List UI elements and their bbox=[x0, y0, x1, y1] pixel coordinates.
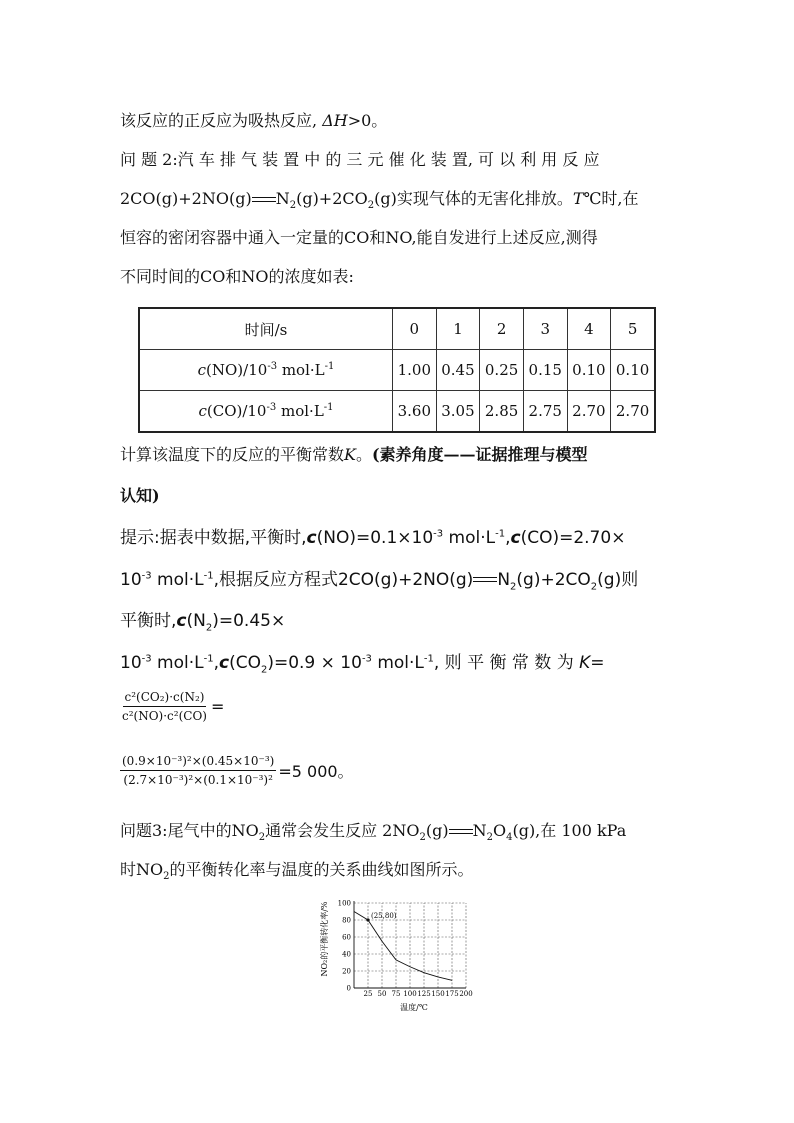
sub: 2 bbox=[289, 200, 297, 212]
equilibrium-arrow bbox=[473, 575, 497, 585]
q2-line2 bbox=[120, 188, 675, 210]
x-tick-label: 125 bbox=[417, 990, 431, 998]
value-cell: 0.10 bbox=[611, 350, 655, 391]
sup: -3 bbox=[361, 653, 372, 665]
hint-text: 提示:据表中数据,平衡时, bbox=[120, 528, 307, 548]
hint-text: , 则 平 衡 常 数 为 bbox=[433, 653, 574, 673]
value-cell: 1.00 bbox=[393, 350, 437, 391]
c-symbol: c bbox=[510, 528, 521, 548]
series-line bbox=[354, 912, 452, 981]
sub: 4 bbox=[506, 832, 513, 844]
temp-symbol: T bbox=[572, 189, 584, 208]
q3-text: 问题3:尾气中的NO bbox=[120, 821, 259, 840]
hint-text: )=0.45× bbox=[212, 611, 286, 631]
equals-sign: = bbox=[210, 697, 225, 716]
value-cell: 0.45 bbox=[436, 350, 480, 391]
hint-text: = bbox=[590, 653, 605, 673]
q3-text: N bbox=[472, 821, 487, 840]
table-row bbox=[139, 391, 655, 433]
hint-text: mol·L bbox=[443, 528, 496, 548]
hint-text: (CO)=2.70× bbox=[520, 528, 626, 548]
hint-text: ,根据反应方程式2CO(g)+2NO(g) bbox=[213, 570, 474, 590]
sup: -3 bbox=[267, 361, 278, 372]
x-tick-label: 175 bbox=[445, 990, 459, 998]
y-tick-label: 80 bbox=[342, 916, 351, 925]
q3-text: (g) bbox=[425, 821, 449, 840]
sup: -1 bbox=[495, 528, 506, 540]
label-text: (NO)/10 bbox=[206, 361, 268, 379]
hint-text: (NO)=0.1×10 bbox=[316, 528, 434, 548]
y-tick-label: 60 bbox=[342, 933, 351, 942]
c-symbol: c bbox=[197, 361, 207, 379]
equilibrium-arrow bbox=[449, 827, 473, 837]
hint-line2 bbox=[120, 569, 675, 591]
hint-text: N bbox=[497, 570, 511, 590]
reaction-lhs: 2CO(g)+2NO(g) bbox=[120, 189, 252, 208]
y-tick-label: 40 bbox=[342, 950, 351, 959]
hint-text: mol·L bbox=[371, 653, 424, 673]
value-cell: 0.15 bbox=[523, 350, 567, 391]
time-cell: 4 bbox=[567, 308, 611, 350]
c-symbol: c bbox=[218, 653, 230, 673]
c-symbol: c bbox=[306, 528, 317, 548]
intro-text: 该反应的正反应为吸热反应, bbox=[120, 111, 318, 130]
x-tick-label: 50 bbox=[377, 990, 387, 998]
equilibrium-arrow bbox=[252, 195, 276, 205]
value-cell: 2.70 bbox=[611, 391, 655, 433]
time-cell: 1 bbox=[436, 308, 480, 350]
time-cell: 2 bbox=[480, 308, 524, 350]
unit: mol·L bbox=[276, 402, 324, 420]
hint-text: (g)+2CO bbox=[516, 570, 591, 590]
task-text: 计算该温度下的反应的平衡常数 bbox=[120, 445, 345, 464]
x-tick-label: 75 bbox=[391, 990, 401, 998]
value-cell: 0.25 bbox=[480, 350, 524, 391]
y-tick-label: 0 bbox=[346, 984, 351, 993]
x-axis-label: 温度/℃ bbox=[400, 1003, 428, 1012]
hint-text: )=0.9 × 10 bbox=[267, 653, 362, 673]
conversion-chart bbox=[318, 893, 488, 1015]
k-symbol: K bbox=[344, 445, 356, 464]
sub: 2 bbox=[258, 832, 266, 844]
sub: 2 bbox=[590, 581, 598, 593]
k-expression-fraction bbox=[120, 690, 224, 723]
hint-text: , bbox=[213, 653, 219, 673]
y-tick-label: 100 bbox=[337, 899, 351, 908]
c-symbol: c bbox=[176, 611, 187, 631]
x-tick-label: 25 bbox=[363, 990, 373, 998]
annotation-label: (25,80) bbox=[371, 912, 397, 920]
task-line2: 认知) bbox=[120, 486, 160, 505]
intro-line bbox=[120, 110, 675, 132]
time-cell: 0 bbox=[393, 308, 437, 350]
q3-text: O bbox=[492, 821, 507, 840]
reaction-desc: (g)实现气体的无害化排放。 bbox=[374, 189, 573, 208]
hint-text: , bbox=[505, 528, 511, 548]
hint-line4 bbox=[120, 652, 675, 674]
table-header-row bbox=[139, 308, 655, 350]
hint-text: (N bbox=[186, 611, 206, 631]
sub: 2 bbox=[510, 581, 517, 593]
q2-line4: 不同时间的CO和NO的浓度如表: bbox=[120, 267, 354, 286]
sup: -1 bbox=[324, 361, 335, 372]
intro-text-end: >0。 bbox=[347, 111, 388, 130]
sup: -1 bbox=[203, 570, 214, 582]
hint-text: 平衡时, bbox=[120, 611, 177, 631]
fraction-denominator: c²(NO)·c²(CO) bbox=[122, 709, 207, 723]
hint-text: 10 bbox=[120, 653, 142, 673]
sub: 2 bbox=[260, 664, 268, 676]
k-symbol: K bbox=[579, 653, 591, 673]
row-label-co bbox=[139, 391, 393, 433]
sub: 2 bbox=[367, 200, 375, 212]
c-symbol: c bbox=[198, 402, 207, 420]
sub: 2 bbox=[205, 622, 213, 634]
sub: 2 bbox=[486, 832, 493, 844]
fraction-numerator: (0.9×10⁻³)²×(0.45×10⁻³) bbox=[120, 754, 276, 771]
reaction-n: N bbox=[275, 189, 290, 208]
x-tick-label: 100 bbox=[403, 990, 417, 998]
hint-text: mol·L bbox=[151, 653, 204, 673]
sup: -3 bbox=[141, 570, 152, 582]
value-cell: 3.05 bbox=[436, 391, 480, 433]
header-label: 时间/s bbox=[139, 308, 393, 350]
fraction-denominator: (2.7×10⁻³)²×(0.1×10⁻³)² bbox=[123, 773, 273, 787]
fraction-body bbox=[120, 754, 276, 787]
reaction-co2: (g)+2CO bbox=[296, 189, 368, 208]
sup: -3 bbox=[141, 653, 152, 665]
unit: mol·L bbox=[277, 361, 325, 379]
delta-h-symbol: ΔH bbox=[322, 111, 348, 130]
fraction-body bbox=[120, 690, 209, 723]
x-tick-label: 200 bbox=[459, 990, 473, 998]
table-row bbox=[139, 350, 655, 391]
q3-text: 的平衡转化率与温度的关系曲线如图所示。 bbox=[169, 860, 474, 879]
q3-text: 时NO bbox=[120, 860, 164, 879]
value-cell: 3.60 bbox=[393, 391, 437, 433]
k-result: =5 000。 bbox=[278, 762, 354, 781]
sub: 2 bbox=[419, 832, 426, 844]
temp-unit: ℃时,在 bbox=[583, 189, 639, 208]
q2-line1: 问 题 2:汽 车 排 气 装 置 中 的 三 元 催 化 装 置, 可 以 利 用 反 应 bbox=[120, 150, 600, 169]
value-cell: 2.75 bbox=[523, 391, 567, 433]
hint-text: (CO bbox=[229, 653, 261, 673]
sup: -1 bbox=[203, 653, 214, 665]
hint-text: mol·L bbox=[151, 570, 204, 590]
label-text: (CO)/10 bbox=[206, 402, 267, 420]
hint-text: 10 bbox=[120, 570, 142, 590]
value-cell: 0.10 bbox=[567, 350, 611, 391]
sup: -3 bbox=[266, 402, 277, 413]
fraction-numerator: c²(CO₂)·c(N₂) bbox=[123, 690, 207, 707]
q3-text: 通常会发生反应 2NO bbox=[265, 821, 420, 840]
row-label-no bbox=[139, 350, 393, 391]
hint-line3 bbox=[120, 610, 675, 632]
y-axis-label: NO₂的平衡转化率/% bbox=[320, 901, 329, 977]
time-cell: 3 bbox=[523, 308, 567, 350]
hint-line1 bbox=[120, 527, 675, 549]
q2-line3: 恒容的密闭容器中通入一定量的CO和NO,能自发进行上述反应,测得 bbox=[120, 228, 598, 247]
sub: 2 bbox=[163, 871, 170, 883]
task-line1 bbox=[120, 444, 675, 466]
time-cell: 5 bbox=[611, 308, 655, 350]
x-tick-label: 150 bbox=[431, 990, 445, 998]
q3-line2 bbox=[120, 859, 675, 881]
value-cell: 2.85 bbox=[480, 391, 524, 433]
y-tick-label: 20 bbox=[342, 967, 351, 976]
task-period: 。 bbox=[355, 445, 372, 464]
q3-text: (g),在 100 kPa bbox=[512, 821, 627, 840]
hint-text: (g)则 bbox=[597, 570, 639, 590]
chart-series bbox=[354, 912, 452, 981]
value-cell: 2.70 bbox=[567, 391, 611, 433]
sup: -3 bbox=[433, 528, 444, 540]
concentration-table bbox=[138, 307, 656, 433]
q3-line1 bbox=[120, 820, 675, 842]
sup: -1 bbox=[323, 402, 334, 413]
annotation-point bbox=[366, 918, 369, 921]
task-bold-label: (素养角度——证据推理与模型 bbox=[371, 445, 588, 464]
sup: -1 bbox=[423, 653, 434, 665]
k-value-fraction bbox=[120, 754, 354, 787]
